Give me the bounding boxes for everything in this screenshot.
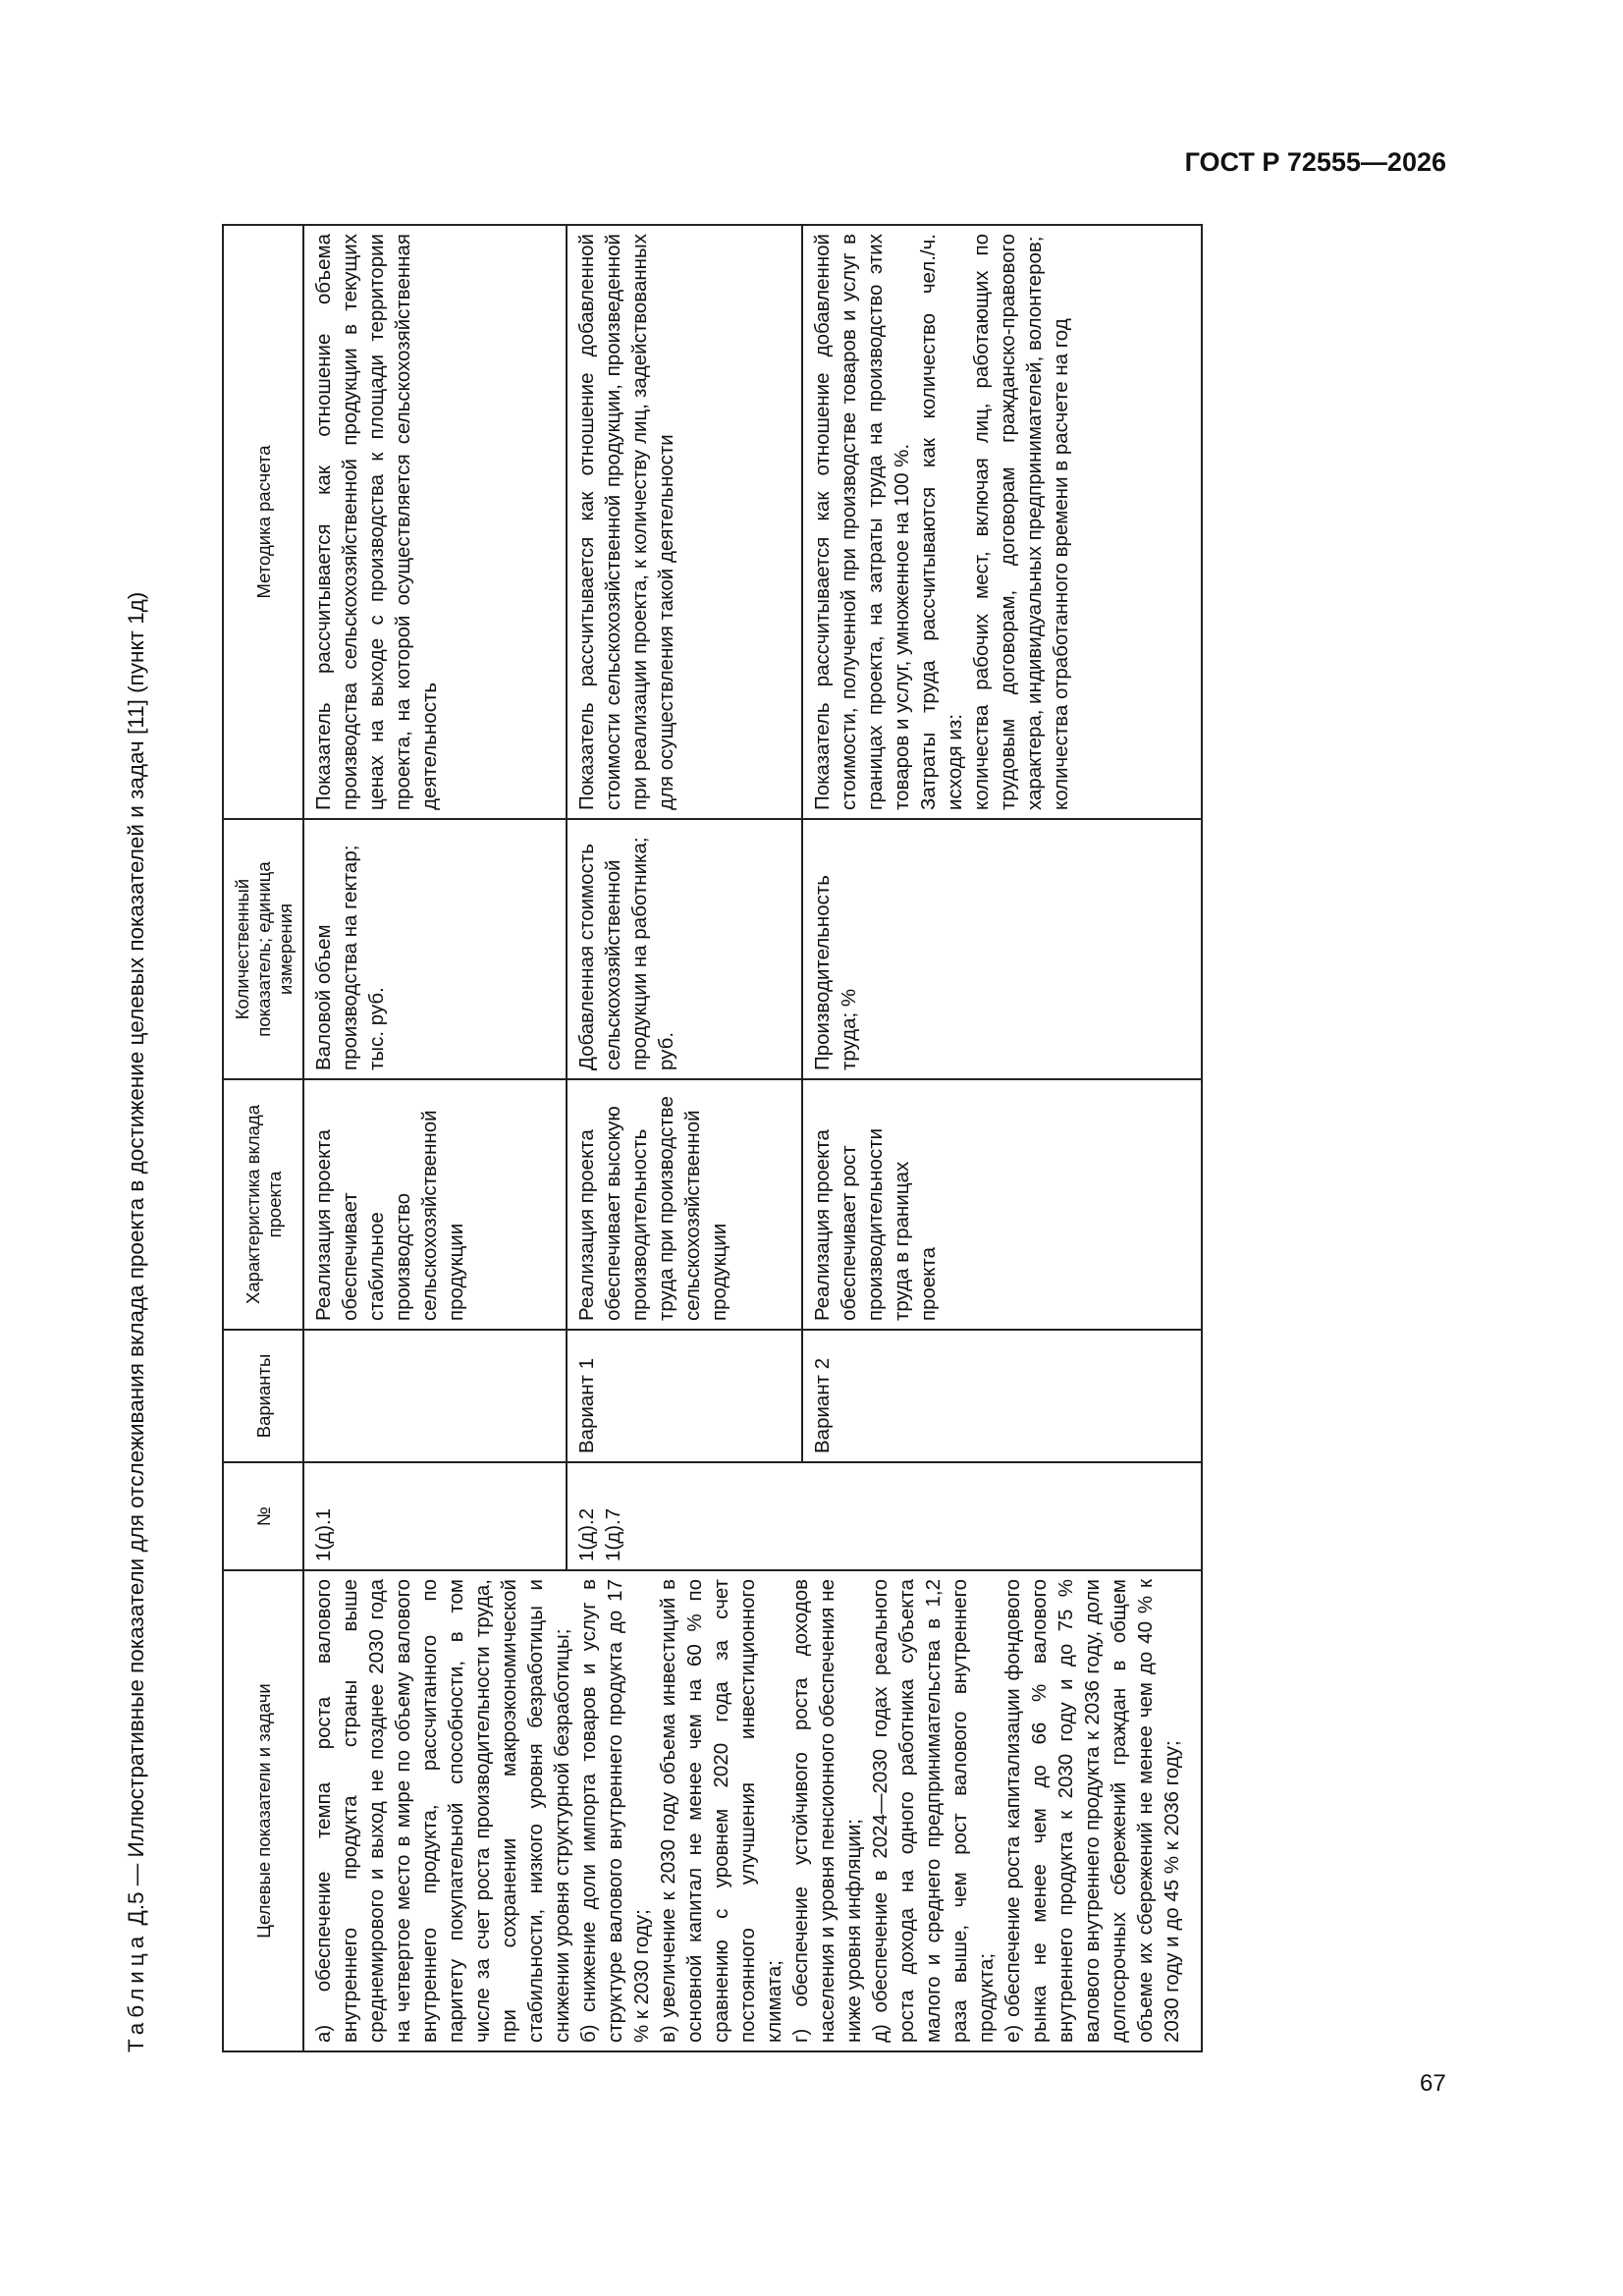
table-caption-text: Д.5 — Иллюстративные показатели для отслеживания вклада проекта в достижение целевых показателей и задач [11] (пункт 1д) bbox=[124, 591, 148, 1926]
row-number-cell: 1(д).2 1(д).7 bbox=[567, 1462, 1202, 1570]
column-header-goals: Целевые показатели и задачи bbox=[223, 1570, 303, 2051]
method-line: количества отработанного времени в расчете на год bbox=[1050, 318, 1072, 810]
page-number: 67 bbox=[1420, 2070, 1446, 2097]
variant-cell: Вариант 2 bbox=[802, 1330, 1202, 1462]
goal-item: б) снижение доли импорта товаров и услуг в структуре валового внутреннего продукта до 17 % к 2030 году; bbox=[577, 1579, 653, 2043]
goal-item: в) увеличение к 2030 году объема инвестиций в основной капитал не менее чем на 60 % по сравнению с уровнем 2020 года за счет постоянного улучшения инвестиционного климата; bbox=[657, 1579, 785, 2043]
row-number-cell: 1(д).1 bbox=[303, 1462, 567, 1570]
quantity-cell: Производительность труда; % bbox=[802, 819, 1202, 1079]
column-header-quantity: Количественный показатель; единица измерения bbox=[223, 819, 303, 1079]
goal-item: г) обеспечение устойчивого роста доходов населения и уровня пенсионного обеспечения не ниже уровня инфляции; bbox=[789, 1579, 865, 2043]
column-header-characteristic: Характеристика вклада проекта bbox=[223, 1079, 303, 1330]
characteristic-cell: Реализация проекта обеспечивает высокую производительность труда при производстве сельскохозяйственной продукции bbox=[567, 1079, 802, 1330]
method-line: количества рабочих мест, включая лиц, работающих по трудовым договорам, договорам гражданско-правового характера, индивидуальных предпринимателей, волонтеров; bbox=[970, 234, 1046, 810]
quantity-cell: Добавленная стоимость сельскохозяйственной продукции на работника; руб. bbox=[567, 819, 802, 1079]
method-cell: Показатель рассчитывается как отношение добавленной стоимости сельскохозяйственной продукции, произведенной при реализации проекта, к количеству лиц, задействованных для осуществления такой деятельности bbox=[567, 225, 802, 819]
characteristic-cell: Реализация проекта обеспечивает стабильное производство сельскохозяйственной продукции bbox=[303, 1079, 567, 1330]
characteristic-cell: Реализация проекта обеспечивает рост производительности труда в границах проекта bbox=[802, 1079, 1202, 1330]
goal-item: д) обеспечение в 2024—2030 годах реального роста дохода на одного работника субъекта малого и среднего предпринимательства в 1,2 раза выше, чем рост валового внутреннего продукта; bbox=[869, 1579, 998, 2043]
method-line: Показатель рассчитывается как отношение добавленной стоимости, полученной при производстве товаров и услуг в границах проекта, на затраты труда на производство этих товаров и услуг, умноженное на 100 %. bbox=[811, 234, 913, 810]
quantity-cell: Валовой объем производства на гектар; тыс. руб. bbox=[303, 819, 567, 1079]
table-caption bbox=[108, 226, 165, 2052]
variant-cell: Вариант 1 bbox=[567, 1330, 802, 1462]
table-row bbox=[303, 225, 567, 2051]
method-cell: Показатель рассчитывается как отношение объема производства сельскохозяйственной продукции в текущих ценах на выходе с производства к площади территории проекта, на которой осуществляется сельскохозяйственная деятельность bbox=[303, 225, 567, 819]
goal-item: а) обеспечение темпа роста валового внутреннего продукта страны выше среднемирового и выход не позднее 2030 года на четвертое место в мире по объему валового внутреннего продукта, рассчитанного по паритету покупательной способности, в том числе за счет роста производительности труда, при сохранении макроэкономической стабильности, низкого уровня безработицы и снижении уровня структурной безработицы; bbox=[312, 1579, 573, 2043]
goal-item: е) обеспечение роста капитализации фондового рынка не менее чем до 66 % валового внутреннего продукта к 2030 году и до 75 % валового внутреннего продукта к 2036 году, доли долгосрочных сбережений граждан в общем объеме их сбережений не менее чем до 40 % к 2030 году и до 45 % к 2036 году; bbox=[1001, 1579, 1183, 2043]
document-standard-header: ГОСТ Р 72555—2026 bbox=[1184, 147, 1446, 177]
method-cell bbox=[802, 225, 1202, 819]
rotated-table-block bbox=[108, 226, 1438, 2052]
column-header-method: Методика расчета bbox=[223, 225, 303, 819]
table-header-row bbox=[223, 225, 303, 2051]
indicators-table bbox=[222, 224, 1203, 2052]
goals-cell bbox=[303, 1570, 1202, 2051]
variant-cell bbox=[303, 1330, 567, 1462]
method-line: Затраты труда рассчитываются как количество чел./ч. исходя из: bbox=[917, 234, 966, 810]
table-caption-prefix: Таблица bbox=[124, 1931, 148, 2052]
column-header-variants: Варианты bbox=[223, 1330, 303, 1462]
column-header-number: № bbox=[223, 1462, 303, 1570]
